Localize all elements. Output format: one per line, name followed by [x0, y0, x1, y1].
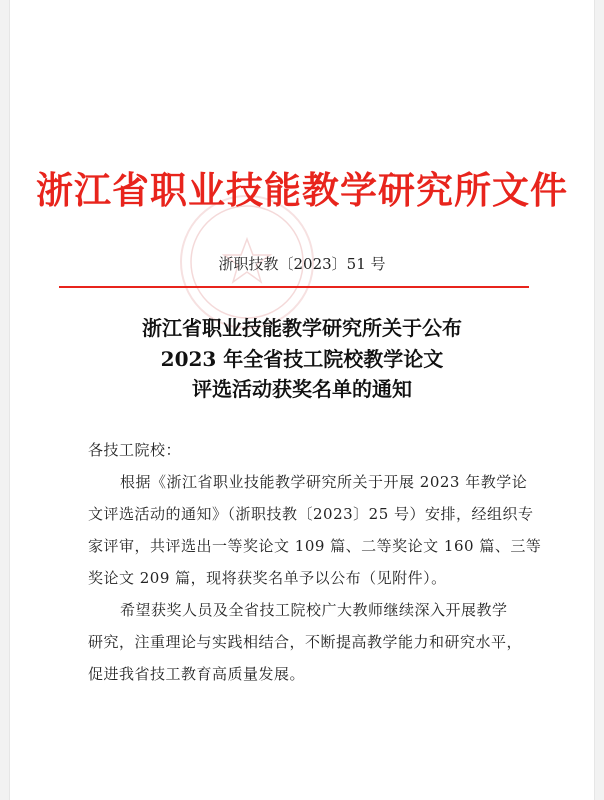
paragraph-1-line-2: 文评选活动的通知》（浙职技教〔2023〕25 号）安排，经组织专 [88, 505, 534, 523]
paragraph-2-line-3: 促进我省技工教育高质量发展。 [88, 665, 306, 683]
salutation: 各技工院校： [88, 441, 182, 459]
document-number: 浙职技教〔2023〕51 号 [218, 255, 386, 273]
red-divider-line [59, 286, 529, 288]
document-page [10, 0, 594, 800]
paragraph-2-line-2: 研究，注重理论与实践相结合，不断提高教学能力和研究水平， [88, 633, 523, 651]
notice-title-line-2: 2023 年全省技工院校教学论文 [160, 347, 444, 371]
paragraph-1-line-1: 根据《浙江省职业技能教学研究所关于开展 2023 年教学论 [120, 473, 528, 491]
notice-title-line-3: 评选活动获奖名单的通知 [192, 377, 412, 401]
organization-title: 浙江省职业技能教学研究所文件 [36, 168, 568, 212]
notice-title-line-1: 浙江省职业技能教学研究所关于公布 [142, 316, 462, 340]
paragraph-1-line-4: 奖论文 209 篇，现将获奖名单予以公布（见附件）。 [88, 569, 447, 587]
paragraph-1-line-3: 家评审，共评选出一等奖论文 109 篇、二等奖论文 160 篇、三等 [88, 537, 542, 555]
paragraph-2-line-1: 希望获奖人员及全省技工院校广大教师继续深入开展教学 [120, 601, 508, 619]
